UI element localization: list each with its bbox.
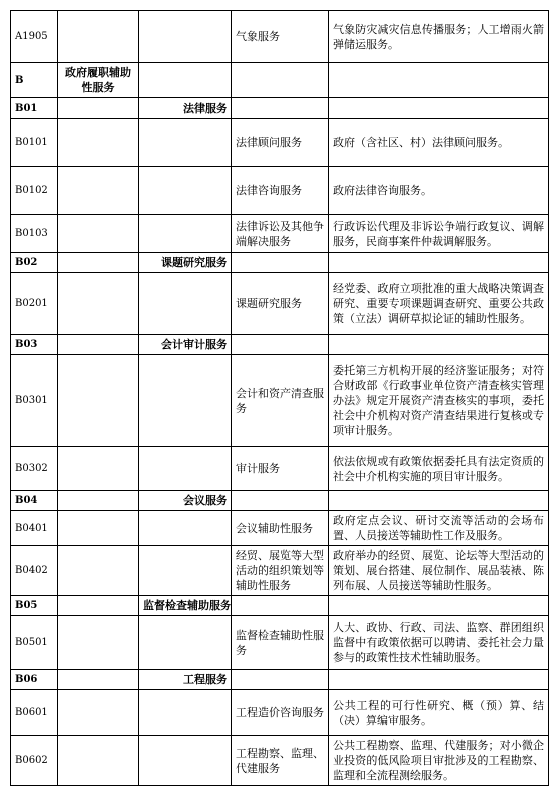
subcategory-row (11, 335, 549, 355)
subcategory-code: B02 (11, 253, 58, 273)
item-name: 会计和资产清查服务 (232, 355, 329, 447)
empty-cell (58, 491, 139, 511)
empty-cell (232, 670, 329, 690)
item-code: A1905 (11, 11, 58, 63)
subcategory-row (11, 670, 549, 690)
item-name: 法律咨询服务 (232, 167, 329, 215)
empty-cell (58, 596, 139, 616)
empty-cell (139, 511, 232, 546)
empty-cell (139, 355, 232, 447)
empty-cell (232, 491, 329, 511)
item-code: B0402 (11, 546, 58, 596)
empty-cell (329, 98, 549, 119)
item-code: B0302 (11, 447, 58, 491)
subcategory-code: B04 (11, 491, 58, 511)
item-name: 监督检查辅助性服务 (232, 616, 329, 670)
table-row (11, 447, 549, 491)
item-code: B0501 (11, 616, 58, 670)
empty-cell (232, 253, 329, 273)
empty-cell (139, 736, 232, 786)
empty-cell (329, 335, 549, 355)
empty-cell (139, 690, 232, 736)
item-code: B0102 (11, 167, 58, 215)
item-description: 政府（含社区、村）法律顾问服务。 (329, 119, 549, 167)
empty-cell (58, 447, 139, 491)
item-description: 经党委、政府立项批准的重大战略决策调查研究、重要专项课题调查研究、重要公共政策（立法）调研草拟论证的辅助性服务。 (329, 273, 549, 335)
subcategory-row (11, 491, 549, 511)
empty-cell (58, 511, 139, 546)
empty-cell (58, 215, 139, 253)
empty-cell (232, 63, 329, 98)
subcategory-name: 会计审计服务 (139, 335, 232, 355)
item-name: 审计服务 (232, 447, 329, 491)
item-code: B0301 (11, 355, 58, 447)
table-row (11, 616, 549, 670)
item-code: B0103 (11, 215, 58, 253)
table-row (11, 273, 549, 335)
subcategory-name: 会议服务 (139, 491, 232, 511)
subcategory-name: 工程服务 (139, 670, 232, 690)
table-row (11, 119, 549, 167)
table-row (11, 215, 549, 253)
table-row (11, 167, 549, 215)
subcategory-row (11, 596, 549, 616)
subcategory-name: 课题研究服务 (139, 253, 232, 273)
item-description: 政府举办的经贸、展览、论坛等大型活动的策划、展台搭建、展位制作、展品装裱、陈列布展、人员接送等辅助性服务。 (329, 546, 549, 596)
subcategory-name: 监督检查辅助服务 (139, 596, 232, 616)
empty-cell (58, 546, 139, 596)
item-name: 工程造价咨询服务 (232, 690, 329, 736)
subcategory-name: 法律服务 (139, 98, 232, 119)
empty-cell (139, 215, 232, 253)
item-code: B0602 (11, 736, 58, 786)
item-description: 委托第三方机构开展的经济鉴证服务；对符合财政部《行政事业单位资产清查核实管理办法》规定开展资产清查核实的事项，委托社会中介机构对资产清查结果进行复核或专项审计服务。 (329, 355, 549, 447)
table-row (11, 355, 549, 447)
item-code: B0201 (11, 273, 58, 335)
empty-cell (139, 616, 232, 670)
empty-cell (329, 596, 549, 616)
item-name: 会议辅助性服务 (232, 511, 329, 546)
item-description: 公共工程的可行性研究、概（预）算、结（决）算编审服务。 (329, 690, 549, 736)
subcategory-code: B01 (11, 98, 58, 119)
catalog-body (11, 11, 549, 786)
empty-cell (58, 736, 139, 786)
empty-cell (58, 273, 139, 335)
empty-cell (329, 63, 549, 98)
category-code: B (11, 63, 58, 98)
empty-cell (58, 355, 139, 447)
item-description: 政府法律咨询服务。 (329, 167, 549, 215)
subcategory-code: B06 (11, 670, 58, 690)
item-name: 课题研究服务 (232, 273, 329, 335)
item-description: 人大、政协、行政、司法、监察、群团组织监督中有政策依据可以聘请、委托社会力量参与的政策性技术性辅助服务。 (329, 616, 549, 670)
item-name: 经贸、展览等大型活动的组织策划等辅助性服务 (232, 546, 329, 596)
item-description: 公共工程勘察、监理、代建服务；对小微企业投资的低风险项目审批涉及的工程勘察、监理和全流程测绘服务。 (329, 736, 549, 786)
category-name: 政府履职辅助性服务 (58, 63, 139, 98)
item-name: 法律诉讼及其他争端解决服务 (232, 215, 329, 253)
service-catalog-table (10, 10, 549, 786)
empty-cell (139, 273, 232, 335)
empty-cell (329, 253, 549, 273)
table-row (11, 511, 549, 546)
subcategory-row (11, 98, 549, 119)
item-code: B0101 (11, 119, 58, 167)
item-name: 气象服务 (232, 11, 329, 63)
item-name: 法律顾问服务 (232, 119, 329, 167)
item-name: 工程勘察、监理、代建服务 (232, 736, 329, 786)
empty-cell (139, 546, 232, 596)
empty-cell (232, 98, 329, 119)
empty-cell (329, 670, 549, 690)
subcategory-code: B05 (11, 596, 58, 616)
empty-cell (139, 63, 232, 98)
empty-cell (139, 11, 232, 63)
empty-cell (139, 119, 232, 167)
item-description: 依法依规或有政策依据委托具有法定资质的社会中介机构实施的项目审计服务。 (329, 447, 549, 491)
table-row (11, 690, 549, 736)
subcategory-row (11, 253, 549, 273)
table-row (11, 736, 549, 786)
empty-cell (58, 690, 139, 736)
item-description: 气象防灾减灾信息传播服务；人工增雨火箭弹储运服务。 (329, 11, 549, 63)
item-code: B0401 (11, 511, 58, 546)
category-row (11, 63, 549, 98)
item-code: B0601 (11, 690, 58, 736)
item-description: 政府定点会议、研讨交流等活动的会场布置、人员接送等辅助性工作及服务。 (329, 511, 549, 546)
table-row (11, 546, 549, 596)
empty-cell (232, 596, 329, 616)
empty-cell (139, 167, 232, 215)
table-row (11, 11, 549, 63)
empty-cell (58, 253, 139, 273)
empty-cell (58, 11, 139, 63)
empty-cell (58, 335, 139, 355)
item-description: 行政诉讼代理及非诉讼争端行政复议、调解服务，民商事案件仲裁调解服务。 (329, 215, 549, 253)
empty-cell (329, 491, 549, 511)
empty-cell (58, 670, 139, 690)
empty-cell (58, 167, 139, 215)
empty-cell (139, 447, 232, 491)
subcategory-code: B03 (11, 335, 58, 355)
empty-cell (58, 616, 139, 670)
empty-cell (58, 98, 139, 119)
empty-cell (232, 335, 329, 355)
empty-cell (58, 119, 139, 167)
